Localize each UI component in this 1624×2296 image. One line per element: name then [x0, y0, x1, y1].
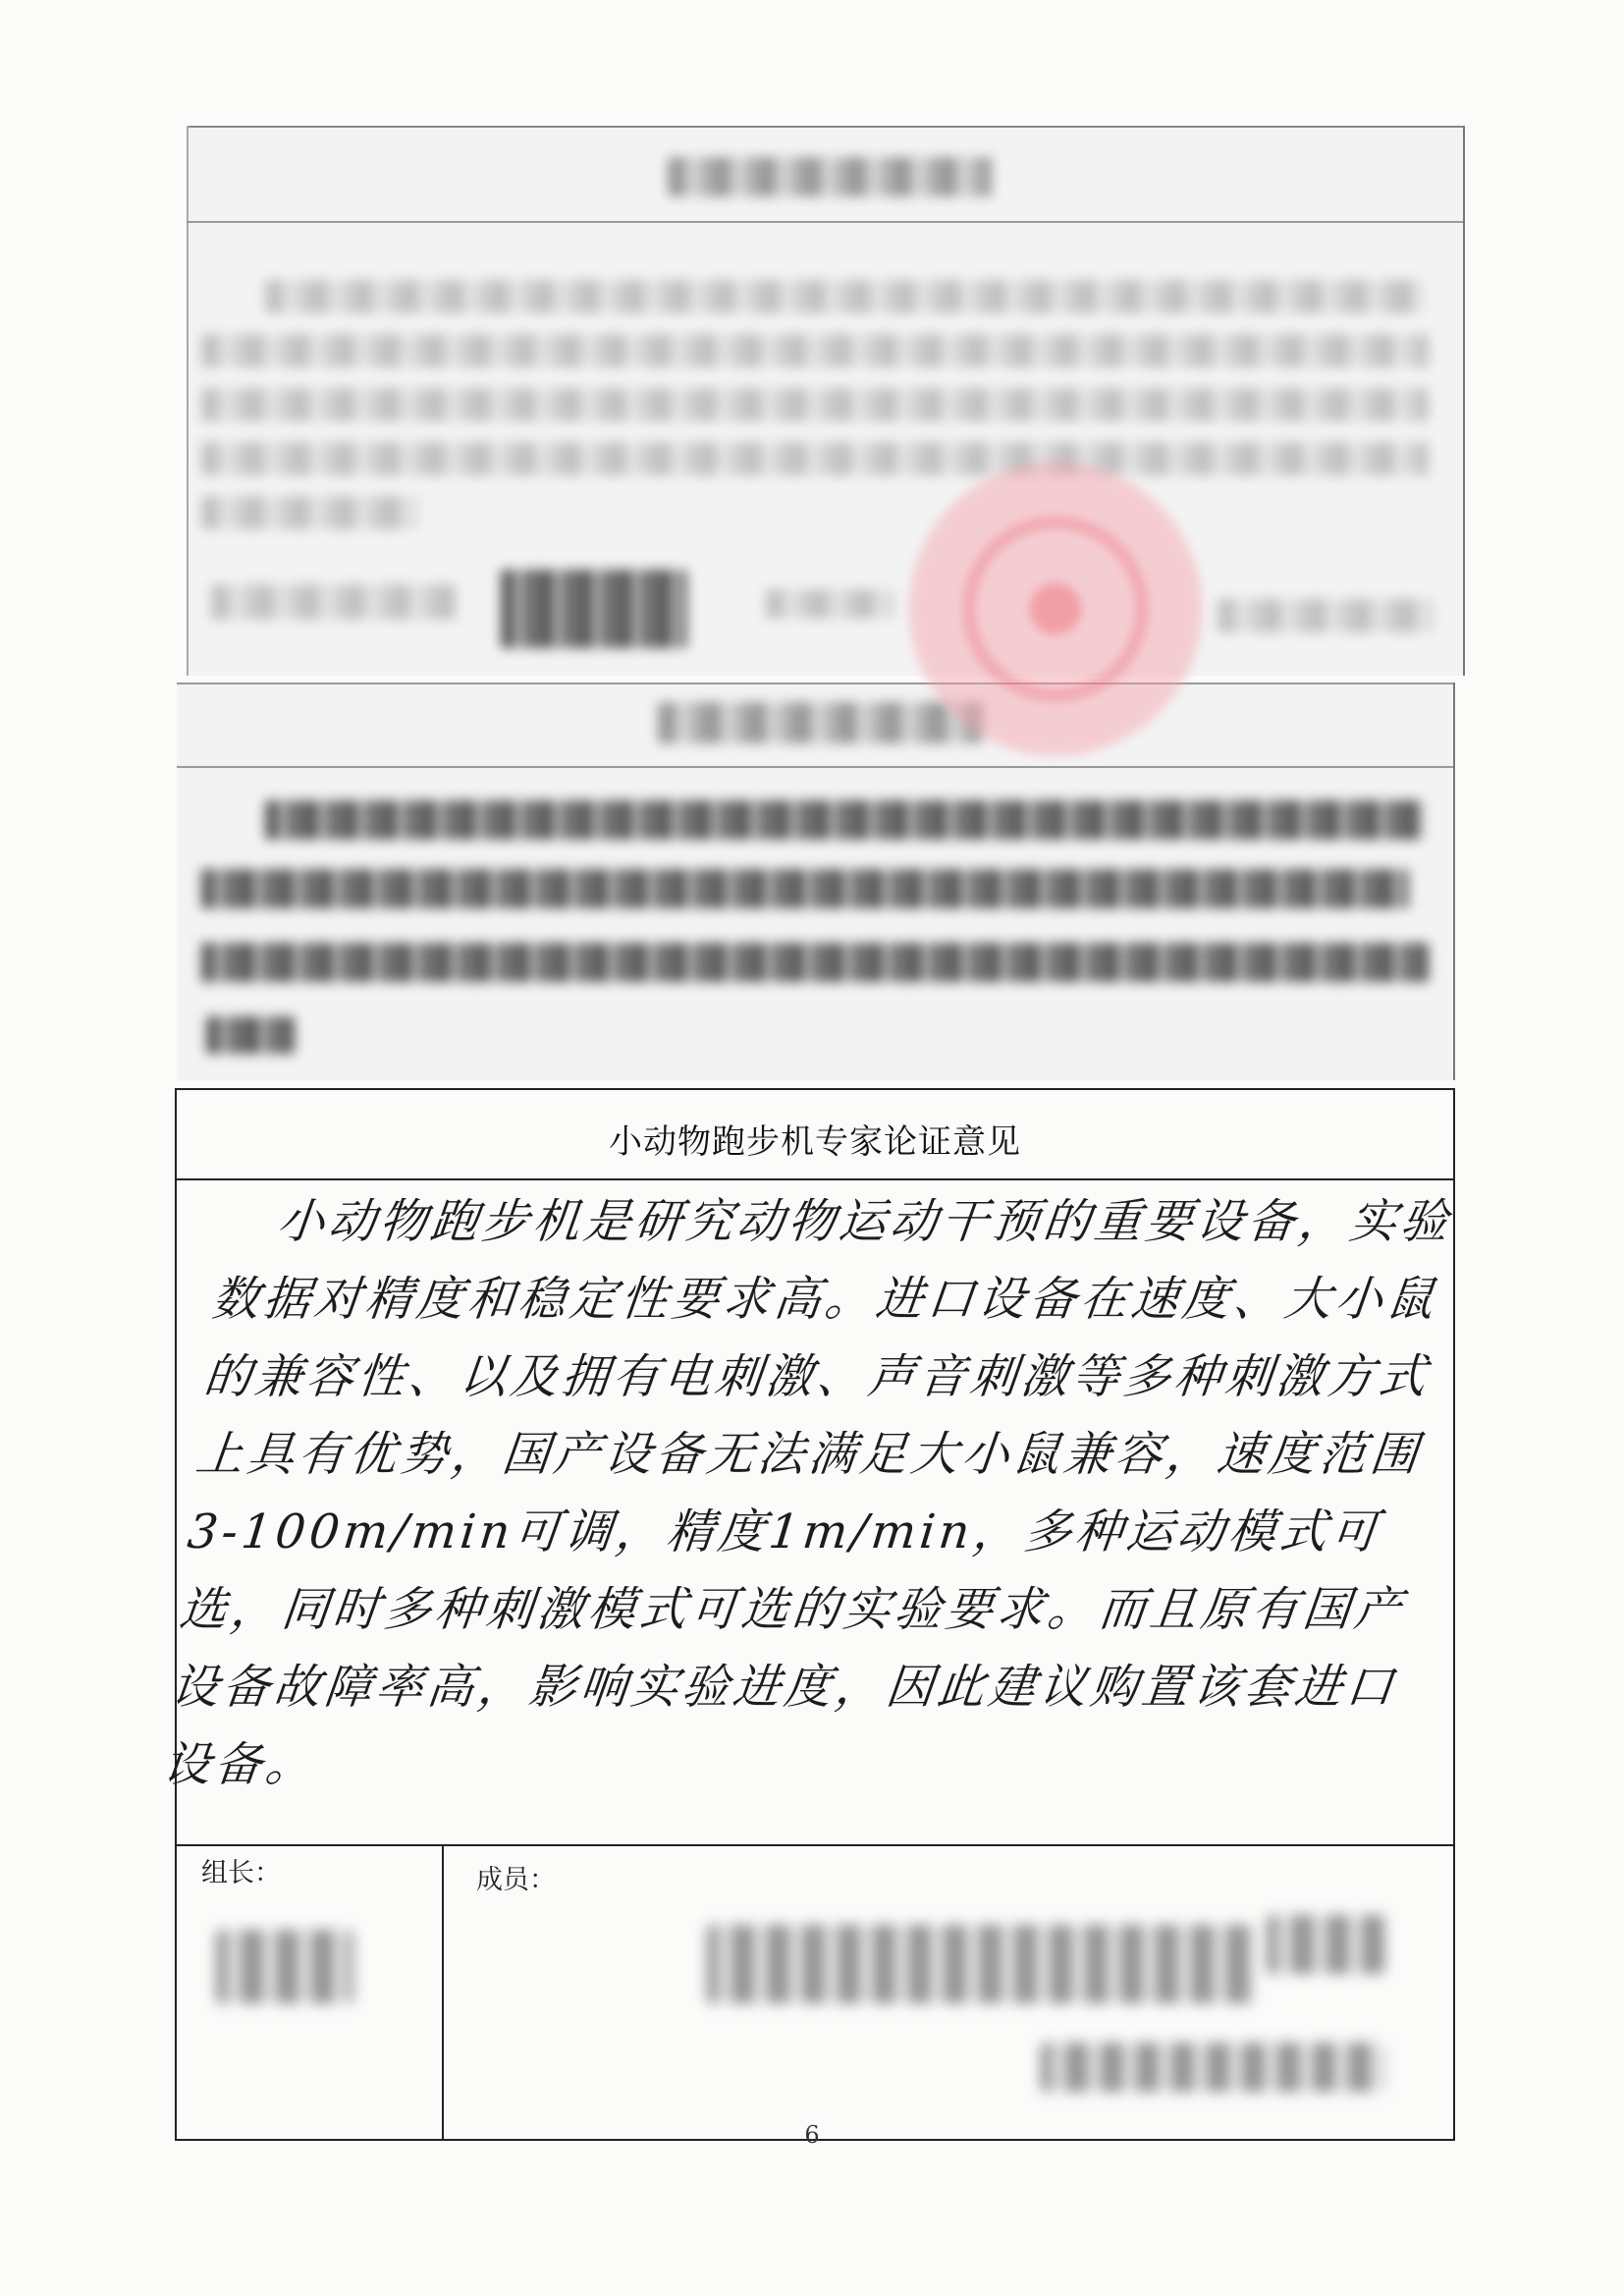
- leader-label: 组长：: [201, 1858, 281, 1888]
- redacted-heading-2: [658, 702, 982, 743]
- members-label: 成员：: [476, 1865, 556, 1895]
- expert-opinion-handwritten-text: 小动物跑步机是研究动物运动干预的重要设备，实验数据对精度和稳定性要求高。进口设备在速度、大小鼠的兼容性、以及拥有电刺激、声音刺激等多种刺激方式上具有优势，国产设备无法满足大小鼠兼容，速度范围3-100m/min可调，精度1m/min，多种运动模式可选，同时多种刺激模式可选的实验要求。而且原有国产设备故障率高，影响实验进度，因此建议购置该套进口设备。: [160, 1194, 1455, 1792]
- member-signatures-2: [1267, 1915, 1384, 1974]
- expert-opinion-title: 小动物跑步机专家论证意见: [609, 1121, 1021, 1162]
- member-signatures: [707, 1925, 1257, 2003]
- page-number: 6: [804, 2121, 820, 2149]
- redacted-signature: [501, 570, 687, 648]
- official-seal-stamp: [908, 462, 1203, 756]
- signature-date: [1041, 2043, 1384, 2092]
- leader-signature: [216, 1930, 353, 2003]
- redacted-heading: [668, 157, 992, 196]
